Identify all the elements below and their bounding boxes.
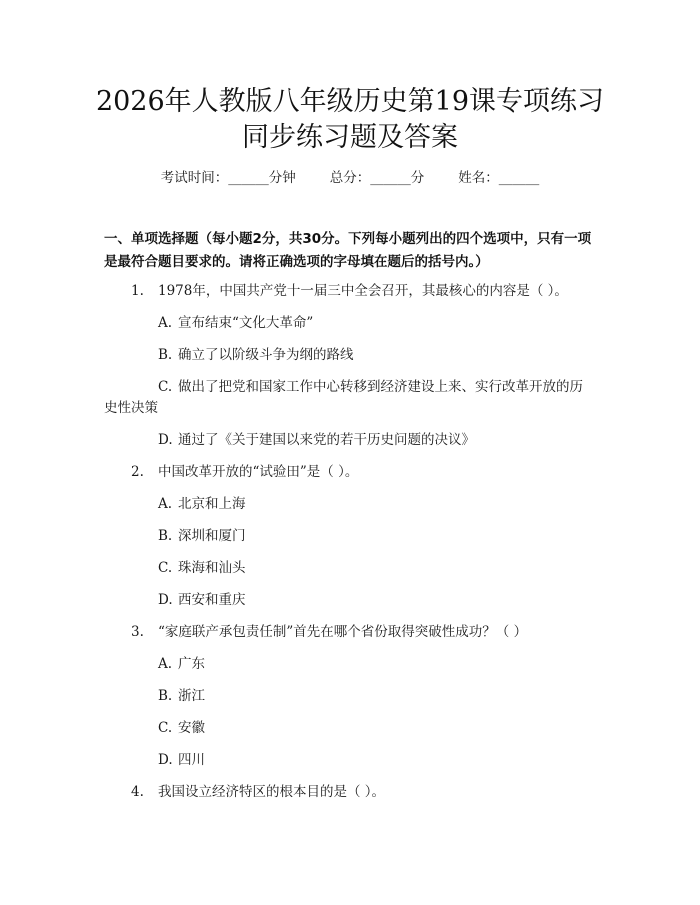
option-3b <box>158 686 205 706</box>
score-blank: ______分 <box>370 170 425 186</box>
document-title-line-1: 2026年人教版八年级历史第19课专项练习 <box>95 86 605 117</box>
option-1c-continued: 史性决策 <box>104 400 158 416</box>
question-1 <box>131 281 568 301</box>
time-label: 考试时间： <box>160 170 229 186</box>
option-key: D. <box>158 432 173 448</box>
option-key: B. <box>158 688 173 704</box>
option-2a <box>158 494 246 514</box>
option-text: 确立了以阶级斗争为纲的路线 <box>178 347 354 363</box>
option-text: 西安和重庆 <box>178 592 246 608</box>
option-2b <box>158 526 246 546</box>
option-3d <box>158 750 205 770</box>
option-3c <box>158 718 205 738</box>
option-key: A. <box>158 656 173 672</box>
question-number: 1. <box>131 283 144 299</box>
option-text: 四川 <box>178 752 205 768</box>
option-text: 通过了《关于建国以来党的若干历史问题的决议》 <box>178 432 475 448</box>
option-text: 深圳和厦门 <box>178 528 246 544</box>
question-text: 我国设立经济特区的根本目的是（ ）。 <box>158 784 386 800</box>
option-text: 做出了把党和国家工作中心转移到经济建设上来、实行改革开放的历 <box>178 379 583 395</box>
option-3a <box>158 654 205 674</box>
option-1a <box>158 313 313 333</box>
option-key: B. <box>158 528 173 544</box>
option-text: 珠海和汕头 <box>178 560 246 576</box>
option-text: 浙江 <box>178 688 205 704</box>
question-3 <box>131 622 527 642</box>
option-2c <box>158 558 246 578</box>
option-key: A. <box>158 315 173 331</box>
score-label: 总分： <box>329 170 371 186</box>
question-text: 1978年，中国共产党十一届三中全会召开，其最核心的内容是（ ）。 <box>158 283 568 299</box>
exam-meta-row <box>0 168 700 188</box>
section-heading: 一、单项选择题（每小题2分，共30分。下列每小题列出的四个选项中，只有一项是最符合题目要求的。请将正确选项的字母填在题后的括号内。） <box>104 231 592 270</box>
option-key: C. <box>158 560 173 576</box>
name-label: 姓名： <box>458 170 499 186</box>
option-text: 宣布结束“文化大革命” <box>178 315 314 331</box>
option-1b <box>158 345 354 365</box>
question-4 <box>131 782 385 802</box>
option-key: A. <box>158 496 173 512</box>
option-text: 广东 <box>178 656 205 672</box>
document-title-line-2: 同步练习题及答案 <box>242 122 458 153</box>
question-number: 3. <box>131 624 144 640</box>
option-text: 安徽 <box>178 720 205 736</box>
question-number: 4. <box>131 784 144 800</box>
question-2 <box>131 462 358 482</box>
option-1d <box>158 430 475 450</box>
option-text: 北京和上海 <box>178 496 246 512</box>
option-key: D. <box>158 752 173 768</box>
option-key: C. <box>158 720 173 736</box>
question-text: 中国改革开放的“试验田”是（ ）。 <box>158 464 359 480</box>
option-key: B. <box>158 347 173 363</box>
name-blank: ______ <box>498 170 540 186</box>
option-key: C. <box>158 379 173 395</box>
question-number: 2. <box>131 464 144 480</box>
option-2d <box>158 590 246 610</box>
option-1c <box>158 377 583 397</box>
question-text: “家庭联产承包责任制”首先在哪个省份取得突破性成功？（ ） <box>158 624 528 640</box>
time-blank: ______分钟 <box>228 170 296 186</box>
option-key: D. <box>158 592 173 608</box>
